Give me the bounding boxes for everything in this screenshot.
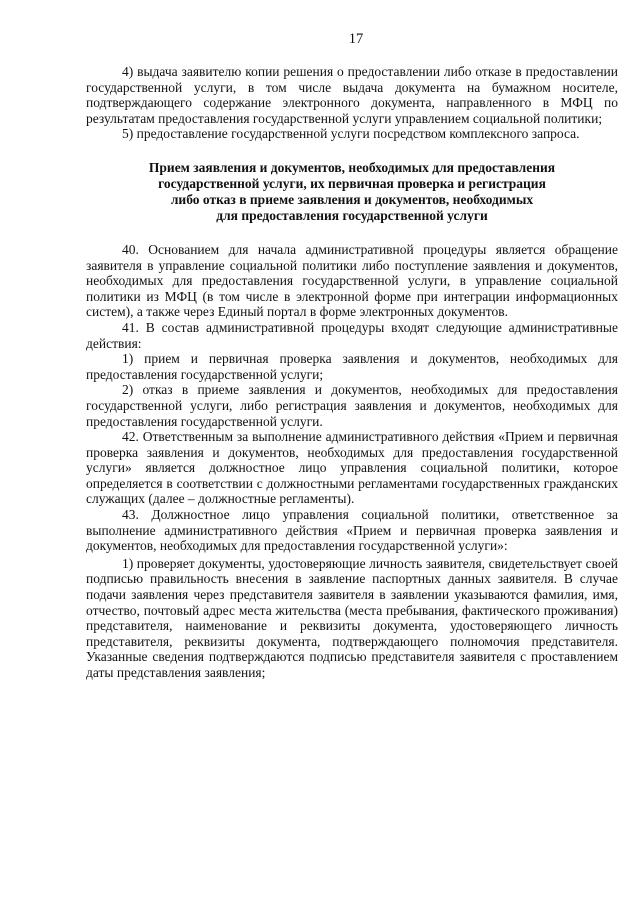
section-heading-line-1: Прием заявления и документов, необходимых для предоставления: [148, 159, 556, 175]
section-heading-line-2: государственной услуги, их первичная проверка и регистрация: [158, 175, 546, 191]
section-heading-line-4: для предоставления государственной услуги: [216, 207, 488, 223]
section-heading: [86, 160, 618, 224]
page-number: 17: [348, 31, 364, 47]
paragraph-41-item-2: 2) отказ в приеме заявления и документов, необходимых для предоставления государственной услуги, либо регистрация заявления и документов, необходимых для предоставления государственной услуги.: [86, 382, 618, 429]
paragraph-42: 42. Ответственным за выполнение административного действия «Прием и первичная проверка заявления и документов, необходимых для предоставления государственной услуги» является должностное лицо управления социальной политики, которое определяется в соответствии с должностными регламентами государственных гражданских служащих (далее – должностные регламенты).: [86, 429, 618, 507]
section-heading-line-3: либо отказ в приеме заявления и документов, необходимых: [170, 191, 534, 207]
paragraph-41-item-1: 1) прием и первичная проверка заявления и документов, необходимых для предоставления государственной услуги;: [86, 351, 618, 382]
paragraph-41: 41. В состав административной процедуры входят следующие административные действия:: [86, 319, 618, 351]
document-page: [86, 30, 618, 681]
paragraph-40: 40. Основанием для начала административной процедуры является обращение заявителя в управление социальной политики либо поступление заявления и документов, необходимых для предоставления государственной услуги, в управление социальной политики из МФЦ (в том числе в электронной форме при интеграции информационных систем), а также через Единый портал в форме электронных документов.: [86, 241, 618, 320]
list-item-5: 5) предоставление государственной услуги посредством комплексного запроса.: [122, 126, 580, 142]
list-item-4: 4) выдача заявителю копии решения о предоставлении либо отказе в предоставлении государственной услуги, в том числе выдача документа на бумажном носителе, подтверждающего содержание электронного документа, направленного в МФЦ по результатам предоставления государственной услуги управлением социальной политики;: [86, 64, 618, 126]
paragraph-43: 43. Должностное лицо управления социальной политики, ответственное за выполнение административного действия «Прием и первичная проверка заявления и документов, необходимых для предоставления государственной услуги»:: [86, 507, 618, 554]
paragraph-43-item-1: 1) проверяет документы, удостоверяющие личность заявителя, свидетельствует своей подписью правильность внесения в заявление паспортных данных заявителя. В случае подачи заявления через представителя заявителя в заявлении указываются фамилия, имя, отчество, почтовый адрес места жительства (места пребывания, фактического проживания) представителя, наименование и реквизиты документа, удостоверяющего личность представителя, реквизиты документа, подтверждающего полномочия представителя. Указанные сведения подтверждаются подписью представителя заявителя с проставлением даты представления заявления;: [86, 555, 618, 680]
